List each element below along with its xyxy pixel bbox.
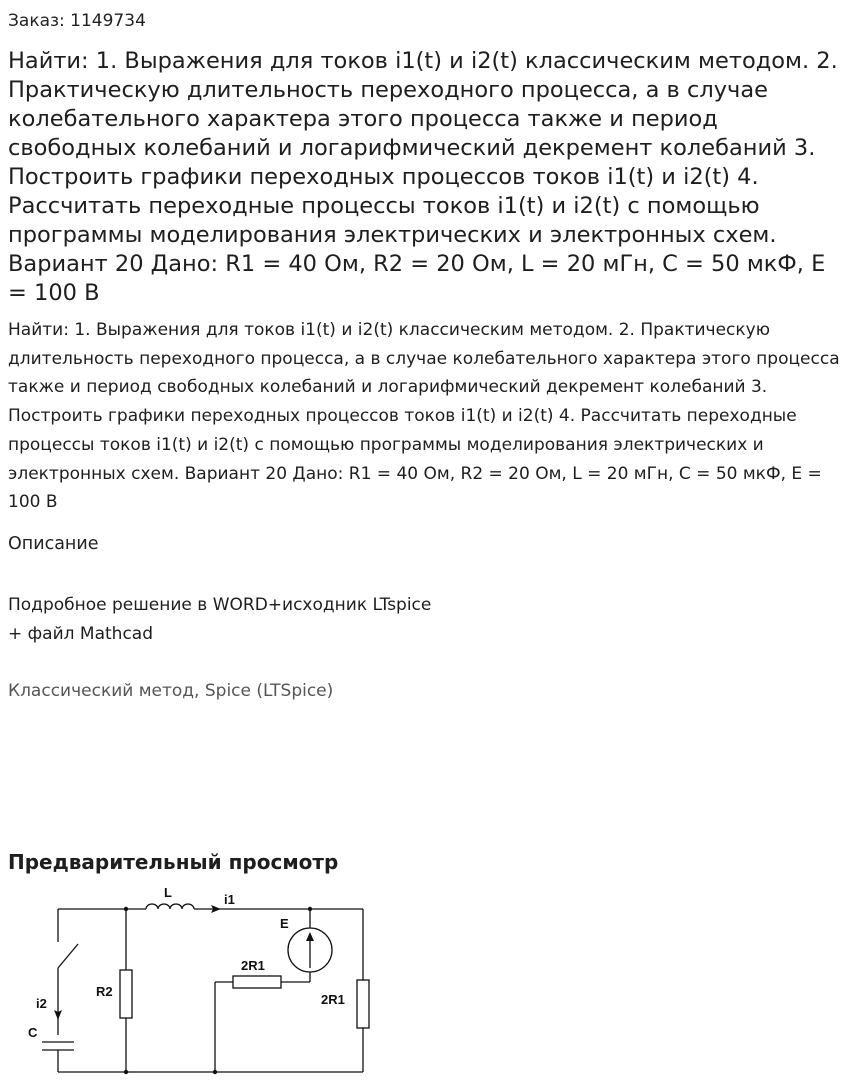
label-i2: i2 xyxy=(36,996,47,1011)
description-line-2: + файл Mathcad xyxy=(8,624,153,644)
resistor-2r1-right xyxy=(357,980,369,1028)
task-lead: Найти: 1. Выражения для токов i1(t) и i2(t) классическим методом. 2. Практическую длительность переходного процесса, а в случае колебательного характера этого процесса также и период свободных колебаний и логарифмический декремент колебаний 3. Построить графики переходных процессов токов i1(t) и i2(t) 4. Рассчитать переходные процессы токов i1(t) и i2(t) с помощью программы моделирования электрических и электронных схем. Вариант 20 Дано: R1 = 40 Ом, R2 = 20 Ом, L = 20 мГн, С = 50 мкФ, Е = 100 В xyxy=(8,320,840,513)
resistor-2r1-middle xyxy=(233,976,281,988)
label-e: E xyxy=(280,916,289,931)
junction-node xyxy=(124,907,128,911)
label-r2: R2 xyxy=(96,984,113,999)
circuit-diagram xyxy=(12,880,372,1090)
label-l: L xyxy=(164,885,172,900)
inductor-symbol xyxy=(146,904,194,909)
source-arrow-icon xyxy=(306,932,314,941)
description-line-1: Подробное решение в WORD+исходник LTspice xyxy=(8,595,432,615)
description-label: Описание xyxy=(8,534,99,554)
work-tags: Классический метод, Spice (LTSpice) xyxy=(8,681,334,701)
task-title: Найти: 1. Выражения для токов i1(t) и i2(t) классическим методом. 2. Практическую длительность переходного процесса, а в случае колебательного характера этого процесса также и период свободных колебаний и логарифмический декремент колебаний 3. Построить графики переходных процессов токов i1(t) и i2(t) 4. Рассчитать переходные процессы токов i1(t) и i2(t) с помощью программы моделирования электрических и электронных схем. Вариант 20 Дано: R1 = 40 Ом, R2 = 20 Ом, L = 20 мГн, С = 50 мкФ, Е = 100 В xyxy=(8,48,838,306)
junction-node xyxy=(124,1070,128,1074)
switch-blade xyxy=(58,944,78,968)
label-i1: i1 xyxy=(224,892,235,907)
preview-title: Предварительный просмотр xyxy=(8,850,339,874)
order-number: Заказ: 1149734 xyxy=(8,11,146,31)
label-2r1-right: 2R1 xyxy=(321,992,345,1007)
label-2r1-middle: 2R1 xyxy=(241,958,265,973)
junction-node xyxy=(213,1070,217,1074)
label-c: C xyxy=(28,1025,38,1040)
junction-node xyxy=(308,907,312,911)
resistor-r2 xyxy=(120,970,132,1018)
